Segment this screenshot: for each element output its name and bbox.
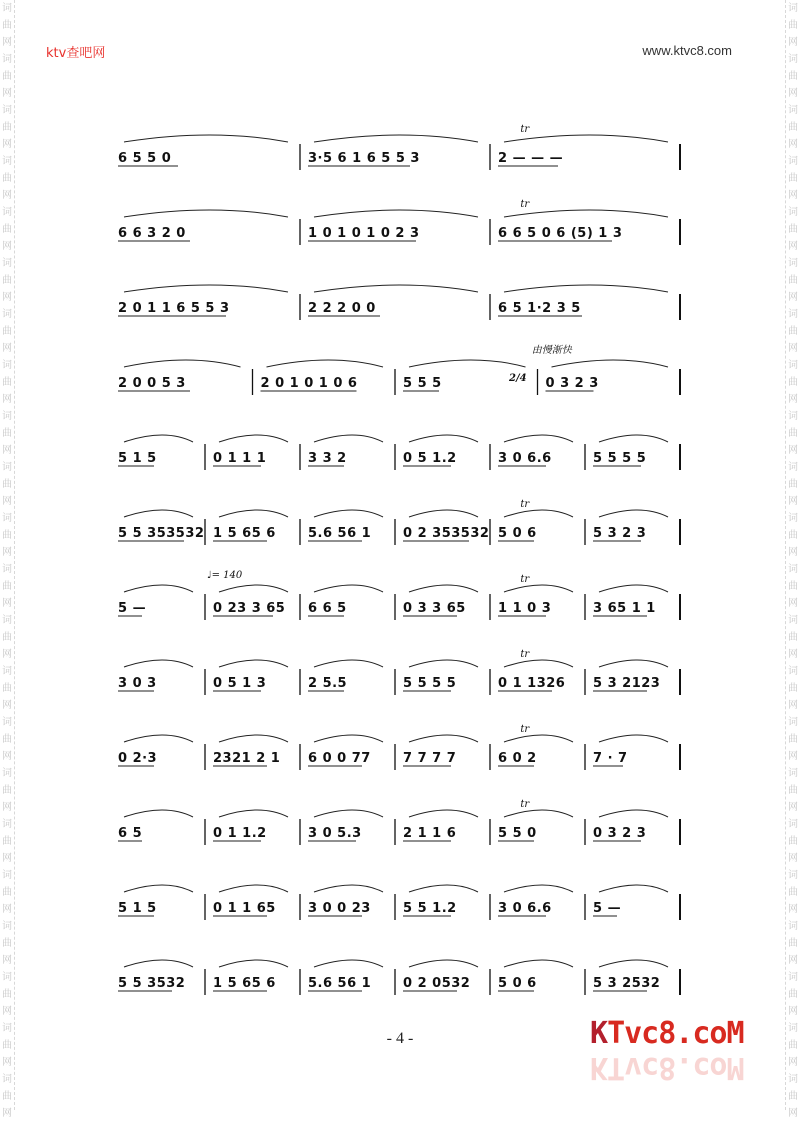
slur-mark [314, 435, 383, 442]
measure-notes: 0 3 2 3 [593, 826, 647, 841]
measure-notes: 5 3 2123 [593, 676, 661, 691]
watermark-glyph: 词 [788, 411, 798, 422]
slur-mark [504, 960, 573, 967]
measure-notes: 0 1 1 1 [213, 451, 267, 466]
slur-mark [599, 435, 668, 442]
logo-k: K [590, 1016, 608, 1051]
watermark-glyph: 词 [2, 972, 12, 983]
measure-notes: 0 2 0532 [403, 976, 471, 991]
trill-mark: tr [520, 199, 530, 210]
watermark-glyph: 网 [788, 292, 798, 303]
watermark-glyph: 曲 [2, 71, 12, 82]
watermark-glyph: 网 [2, 751, 12, 762]
watermark-glyph: 网 [2, 88, 12, 99]
slur-mark [124, 285, 288, 292]
measure-notes: 0 3 2 3 [545, 376, 599, 391]
score-line [110, 795, 700, 855]
watermark-glyph: 曲 [788, 377, 798, 388]
score-line-svg [110, 495, 700, 555]
watermark-glyph: 词 [788, 462, 798, 473]
slur-mark [504, 285, 668, 292]
measure-notes: 3 3 2 [308, 451, 347, 466]
watermark-glyph: 曲 [788, 1091, 798, 1102]
slur-mark [124, 735, 193, 742]
watermark-glyph: 曲 [2, 683, 12, 694]
measure-notes: 0 1 1 65 [213, 901, 276, 916]
watermark-glyph: 网 [788, 445, 798, 456]
score-line-svg [110, 270, 700, 330]
watermark-glyph: 网 [788, 241, 798, 252]
slur-mark [552, 360, 669, 367]
measure-notes: 3 0 6.6 [498, 901, 552, 916]
page-number: - 4 - [386, 1030, 414, 1047]
watermark-glyph: 词 [2, 360, 12, 371]
slur-mark [599, 735, 668, 742]
slur-mark [314, 960, 383, 967]
watermark-glyph: 词 [788, 666, 798, 677]
measure-notes: 0 2·3 [118, 751, 158, 766]
watermark-glyph: 词 [2, 564, 12, 575]
measure-notes: 5 — [593, 901, 622, 916]
measure-notes: 2 2 2 0 0 [308, 301, 376, 316]
trill-mark: tr [520, 499, 530, 510]
time-signature: 2/4 [509, 373, 527, 384]
watermark-glyph: 词 [2, 717, 12, 728]
measure-notes: 5.6 56 1 [308, 526, 372, 541]
watermark-glyph: 曲 [2, 479, 12, 490]
measure-notes: 3 0 6.6 [498, 451, 552, 466]
measure-notes: 7 · 7 [593, 751, 628, 766]
watermark-glyph: 词 [2, 309, 12, 320]
score-line [110, 870, 700, 930]
slur-mark [124, 960, 193, 967]
slur-mark [504, 660, 573, 667]
watermark-glyph: 曲 [788, 887, 798, 898]
slur-mark [504, 135, 668, 142]
tempo-change-mark: 由慢渐快 [531, 345, 572, 356]
score-line-svg [110, 120, 700, 180]
slur-mark [219, 585, 288, 592]
measure-notes: 0 5 1 3 [213, 676, 267, 691]
measure-notes: 3 0 3 [118, 676, 157, 691]
slur-mark [409, 735, 478, 742]
watermark-glyph: 曲 [2, 581, 12, 592]
watermark-glyph: 网 [2, 190, 12, 201]
watermark-glyph: 词 [788, 3, 798, 14]
measure-notes: 0 23 3 65 [213, 601, 286, 616]
slur-mark [219, 435, 288, 442]
watermark-glyph: 网 [2, 853, 12, 864]
watermark-glyph: 网 [2, 241, 12, 252]
watermark-glyph: 网 [788, 1108, 798, 1119]
trill-mark: tr [520, 124, 530, 135]
measure-notes: 0 1 1326 [498, 676, 566, 691]
measure-notes: 2 0 1 1 6 5 5 3 [118, 301, 230, 316]
watermark-glyph: 网 [2, 343, 12, 354]
watermark-glyph: 网 [2, 802, 12, 813]
slur-mark [267, 360, 384, 367]
measure-notes: 5 5 353532 [118, 526, 205, 541]
watermark-glyph: 网 [788, 853, 798, 864]
watermark-glyph: 词 [788, 717, 798, 728]
measure-notes: 0 3 3 65 [403, 601, 466, 616]
score-line [110, 120, 700, 180]
slur-mark [124, 210, 288, 217]
measure-notes: 5 — [118, 601, 147, 616]
watermark-glyph: 曲 [788, 683, 798, 694]
slur-mark [124, 885, 193, 892]
watermark-glyph: 网 [788, 904, 798, 915]
watermark-glyph: 词 [788, 1023, 798, 1034]
watermark-glyph: 曲 [788, 326, 798, 337]
measure-notes: 2321 2 1 [213, 751, 281, 766]
watermark-glyph: 曲 [788, 479, 798, 490]
watermark-glyph: 网 [788, 190, 798, 201]
logo-text [590, 1016, 744, 1051]
watermark-glyph: 词 [788, 972, 798, 983]
trill-mark: tr [520, 724, 530, 735]
watermark-glyph: 曲 [788, 224, 798, 235]
slur-mark [599, 885, 668, 892]
watermark-glyph: 曲 [788, 20, 798, 31]
measure-notes: 5 5 5 [403, 376, 442, 391]
site-name[interactable]: ktv查吧网 [46, 46, 106, 61]
slur-mark [409, 810, 478, 817]
slur-mark [504, 210, 668, 217]
watermark-glyph: 网 [788, 496, 798, 507]
watermark-glyph: 网 [2, 292, 12, 303]
slur-mark [124, 135, 288, 142]
measure-notes: 1 5 65 6 [213, 976, 276, 991]
measure-notes: 5.6 56 1 [308, 976, 372, 991]
watermark-glyph: 词 [788, 819, 798, 830]
watermark-glyph: 网 [2, 649, 12, 660]
slur-mark [409, 885, 478, 892]
watermark-glyph: 词 [2, 921, 12, 932]
measure-notes: 6 0 2 [498, 751, 537, 766]
watermark-glyph: 网 [2, 547, 12, 558]
slur-mark [124, 435, 193, 442]
measure-notes: 5 1 5 [118, 451, 157, 466]
watermark-glyph: 网 [788, 700, 798, 711]
score-line [110, 645, 700, 705]
metronome-mark: ♩= 140 [206, 570, 243, 581]
trill-mark: tr [520, 649, 530, 660]
slur-mark [124, 360, 241, 367]
watermark-glyph: 曲 [788, 275, 798, 286]
measure-notes: 5 0 6 [498, 526, 537, 541]
watermark-glyph: 网 [788, 37, 798, 48]
watermark-glyph: 曲 [788, 989, 798, 1000]
watermark-column-right [785, 0, 800, 1119]
watermark-glyph: 曲 [2, 377, 12, 388]
slur-mark [314, 135, 478, 142]
slur-mark [409, 360, 526, 367]
watermark-glyph: 词 [2, 105, 12, 116]
measure-notes: 6 5 1·2 3 5 [498, 301, 581, 316]
watermark-glyph: 网 [2, 445, 12, 456]
watermark-glyph: 网 [788, 88, 798, 99]
measure-notes: 5 5 5 5 [403, 676, 457, 691]
watermark-glyph: 曲 [788, 71, 798, 82]
site-url[interactable]: www.ktvc8.com [642, 43, 732, 58]
slur-mark [219, 510, 288, 517]
watermark-glyph: 词 [788, 615, 798, 626]
measure-notes: 0 1 1.2 [213, 826, 267, 841]
watermark-glyph: 词 [788, 564, 798, 575]
watermark-glyph: 词 [2, 870, 12, 881]
slur-mark [504, 735, 573, 742]
watermark-glyph: 词 [2, 258, 12, 269]
watermark-glyph: 词 [2, 1074, 12, 1085]
slur-mark [599, 510, 668, 517]
watermark-glyph: 曲 [788, 122, 798, 133]
slur-mark [124, 585, 193, 592]
measure-notes: 5 1 5 [118, 901, 157, 916]
watermark-glyph: 网 [2, 37, 12, 48]
measure-notes: 0 2 353532 [403, 526, 490, 541]
watermark-glyph: 词 [2, 1023, 12, 1034]
slur-mark [504, 435, 573, 442]
watermark-glyph: 曲 [788, 1040, 798, 1051]
logo-reflection: KTvc8.coM [590, 1050, 744, 1085]
watermark-glyph: 词 [788, 156, 798, 167]
trill-mark: tr [520, 799, 530, 810]
watermark-glyph: 曲 [788, 836, 798, 847]
watermark-glyph: 曲 [2, 224, 12, 235]
slur-mark [599, 960, 668, 967]
watermark-glyph: 曲 [2, 734, 12, 745]
measure-notes: 1 5 65 6 [213, 526, 276, 541]
watermark-glyph: 曲 [2, 530, 12, 541]
measure-notes: 2 5.5 [308, 676, 348, 691]
slur-mark [219, 960, 288, 967]
watermark-glyph: 词 [2, 54, 12, 65]
watermark-glyph: 网 [2, 1108, 12, 1119]
watermark-glyph: 曲 [2, 20, 12, 31]
watermark-glyph: 曲 [788, 734, 798, 745]
score-line [110, 345, 700, 405]
slur-mark [124, 660, 193, 667]
slur-mark [504, 585, 573, 592]
score-line-svg [110, 870, 700, 930]
score-line-svg [110, 720, 700, 780]
measure-notes: 7 7 7 7 [403, 751, 457, 766]
watermark-glyph: 词 [788, 1074, 798, 1085]
watermark-glyph: 词 [788, 258, 798, 269]
slur-mark [219, 735, 288, 742]
measure-notes: 5 5 1.2 [403, 901, 457, 916]
slur-mark [504, 885, 573, 892]
measure-notes: 6 5 5 0 [118, 151, 172, 166]
watermark-glyph: 词 [788, 309, 798, 320]
score-line [110, 720, 700, 780]
measure-notes: 2 0 1 0 1 0 6 [260, 376, 358, 391]
slur-mark [219, 810, 288, 817]
watermark-glyph: 网 [788, 139, 798, 150]
slur-mark [314, 510, 383, 517]
watermark-glyph: 词 [788, 207, 798, 218]
slur-mark [599, 810, 668, 817]
slur-mark [314, 735, 383, 742]
watermark-glyph: 曲 [788, 428, 798, 439]
watermark-glyph: 网 [2, 139, 12, 150]
slur-mark [409, 585, 478, 592]
watermark-glyph: 曲 [2, 785, 12, 796]
watermark-glyph: 词 [2, 462, 12, 473]
trill-mark: tr [520, 574, 530, 585]
slur-mark [124, 810, 193, 817]
slur-mark [314, 585, 383, 592]
watermark-glyph: 网 [788, 955, 798, 966]
watermark-glyph: 网 [2, 1057, 12, 1068]
measure-notes: 5 3 2532 [593, 976, 661, 991]
watermark-glyph: 曲 [788, 530, 798, 541]
slur-mark [504, 810, 573, 817]
measure-notes: 0 5 1.2 [403, 451, 457, 466]
watermark-glyph: 曲 [2, 326, 12, 337]
measure-notes: 3 65 1 1 [593, 601, 656, 616]
slur-mark [409, 960, 478, 967]
slur-mark [314, 810, 383, 817]
watermark-glyph: 词 [2, 3, 12, 14]
slur-mark [599, 660, 668, 667]
slur-mark [409, 510, 478, 517]
watermark-glyph: 词 [788, 360, 798, 371]
watermark-glyph: 词 [2, 615, 12, 626]
watermark-glyph: 网 [788, 1057, 798, 1068]
watermark-glyph: 曲 [788, 632, 798, 643]
measure-notes: 5 5 3532 [118, 976, 186, 991]
slur-mark [314, 885, 383, 892]
watermark-glyph: 网 [2, 700, 12, 711]
score-line [110, 495, 700, 555]
measure-notes: 2 1 1 6 [403, 826, 457, 841]
slur-mark [219, 660, 288, 667]
measure-notes: 3 0 5.3 [308, 826, 362, 841]
watermark-glyph: 词 [788, 768, 798, 779]
score-line [110, 420, 700, 480]
watermark-glyph: 词 [788, 105, 798, 116]
score-line-svg [110, 420, 700, 480]
watermark-glyph: 词 [2, 411, 12, 422]
watermark-glyph: 网 [2, 394, 12, 405]
watermark-glyph: 网 [2, 904, 12, 915]
watermark-glyph: 网 [2, 1006, 12, 1017]
watermark-glyph: 词 [2, 768, 12, 779]
watermark-glyph: 词 [788, 921, 798, 932]
watermark-glyph: 词 [788, 513, 798, 524]
watermark-glyph: 词 [2, 156, 12, 167]
measure-notes: 3·5 6 1 6 5 5 3 [308, 151, 420, 166]
watermark-glyph: 网 [788, 649, 798, 660]
slur-mark [409, 660, 478, 667]
measure-notes: 6 6 5 0 6 (5) 1 3 [498, 226, 623, 241]
score-line-svg [110, 195, 700, 255]
watermark-glyph: 网 [2, 496, 12, 507]
watermark-glyph: 词 [2, 207, 12, 218]
watermark-glyph: 网 [788, 547, 798, 558]
score-line-svg [110, 570, 700, 630]
watermark-glyph: 网 [2, 955, 12, 966]
watermark-glyph: 曲 [2, 1091, 12, 1102]
watermark-glyph: 网 [788, 394, 798, 405]
slur-mark [124, 510, 193, 517]
slur-mark [504, 510, 573, 517]
measure-notes: 2 — — — [498, 151, 564, 166]
score-line [110, 195, 700, 255]
watermark-glyph: 曲 [788, 785, 798, 796]
ktvc8-logo[interactable] [590, 1016, 750, 1086]
slur-mark [599, 585, 668, 592]
slur-mark [409, 435, 478, 442]
watermark-glyph: 词 [2, 819, 12, 830]
score-line-svg [110, 795, 700, 855]
measure-notes: 2 0 0 5 3 [118, 376, 186, 391]
slur-mark [314, 660, 383, 667]
watermark-glyph: 网 [788, 343, 798, 354]
watermark-glyph: 词 [2, 666, 12, 677]
measure-notes: 5 0 6 [498, 976, 537, 991]
watermark-glyph: 曲 [2, 275, 12, 286]
measure-notes: 6 0 0 77 [308, 751, 371, 766]
watermark-glyph: 网 [788, 802, 798, 813]
score-line-svg [110, 945, 700, 1005]
watermark-glyph: 曲 [2, 428, 12, 439]
score-line-svg [110, 345, 700, 405]
watermark-glyph: 曲 [2, 632, 12, 643]
watermark-glyph: 网 [788, 751, 798, 762]
measure-notes: 5 3 2 3 [593, 526, 647, 541]
watermark-glyph: 网 [788, 1006, 798, 1017]
measure-notes: 6 5 [118, 826, 143, 841]
watermark-glyph: 曲 [2, 887, 12, 898]
measure-notes: 5 5 5 5 [593, 451, 647, 466]
score-line [110, 945, 700, 1005]
measure-notes: 6 6 5 [308, 601, 347, 616]
slur-mark [219, 885, 288, 892]
measure-notes: 1 1 0 3 [498, 601, 552, 616]
watermark-column-left [0, 0, 15, 1119]
measure-notes: 3 0 0 23 [308, 901, 371, 916]
watermark-glyph: 曲 [2, 989, 12, 1000]
watermark-glyph: 词 [2, 513, 12, 524]
measure-notes: 5 5 0 [498, 826, 537, 841]
slur-mark [314, 285, 478, 292]
watermark-glyph: 网 [2, 598, 12, 609]
measure-notes: 1 0 1 0 1 0 2 3 [308, 226, 420, 241]
score-line-svg [110, 645, 700, 705]
watermark-glyph: 词 [788, 870, 798, 881]
slur-mark [314, 210, 478, 217]
watermark-glyph: 曲 [2, 938, 12, 949]
watermark-glyph: 曲 [2, 1040, 12, 1051]
watermark-glyph: 曲 [788, 938, 798, 949]
watermark-glyph: 曲 [788, 581, 798, 592]
watermark-glyph: 曲 [788, 173, 798, 184]
watermark-glyph: 曲 [2, 122, 12, 133]
score-line [110, 270, 700, 330]
watermark-glyph: 曲 [2, 836, 12, 847]
logo-rest: Tvc8.coM [607, 1016, 744, 1051]
measure-notes: 6 6 3 2 0 [118, 226, 186, 241]
watermark-glyph: 网 [788, 598, 798, 609]
watermark-glyph: 曲 [2, 173, 12, 184]
score-line [110, 570, 700, 630]
watermark-glyph: 词 [788, 54, 798, 65]
